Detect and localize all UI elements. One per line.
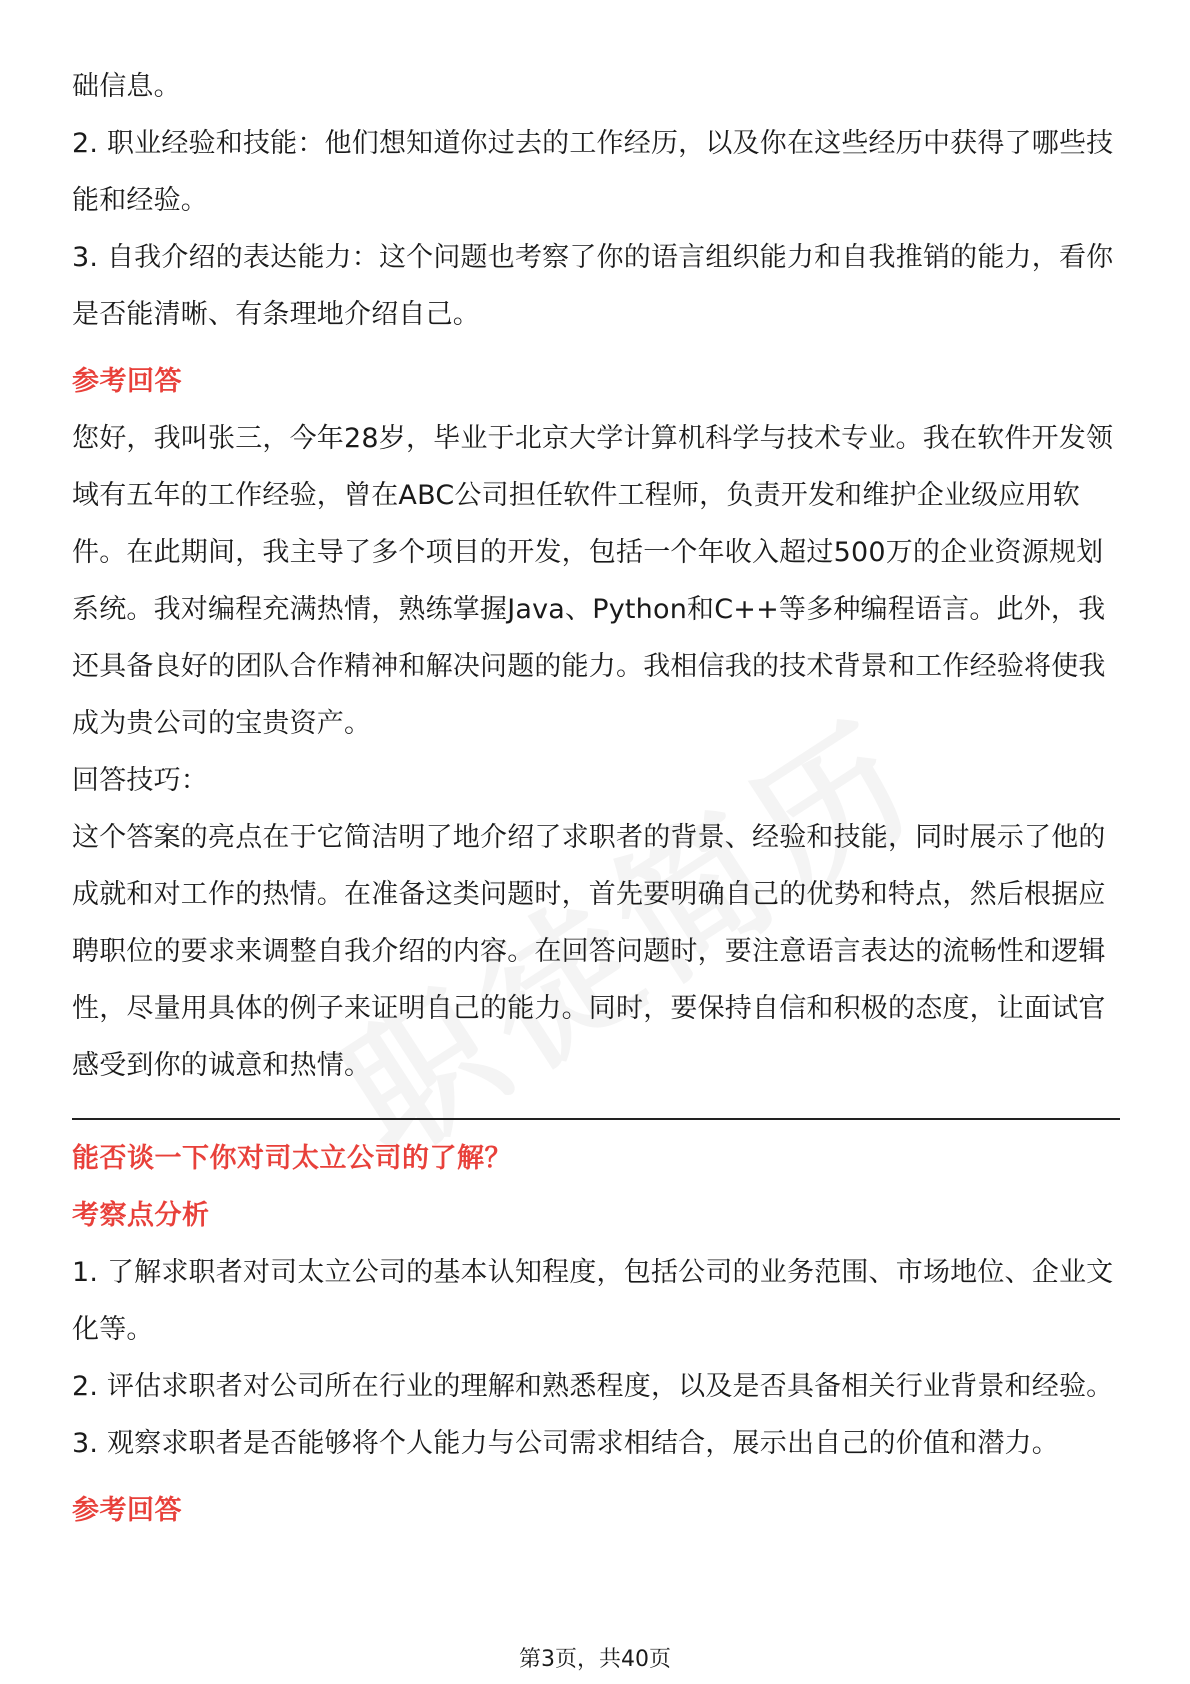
section-heading-analysis: 考察点分析 [72,1200,210,1231]
page-number: 第3页，共40页 [519,1647,671,1672]
list-item-3: 3. 自我介绍的表达能力：这个问题也考察了你的语言组织能力和自我推销的能力，看你是否能清晰、有条理地介绍自己。 [72,242,1114,330]
analysis-item-2: 2. 评估求职者对公司所在行业的理解和熟悉程度，以及是否具备相关行业背景和经验。 [72,1371,1114,1402]
tips-paragraph: 这个答案的亮点在于它简洁明了地介绍了求职者的背景、经验和技能，同时展示了他的成就和对工作的热情。在准备这类问题时，首先要明确自己的优势和特点，然后根据应聘职位的要求来调整自我介绍的内容。在回答问题时，要注意语言表达的流畅性和逻辑性，尽量用具体的例子来证明自己的能力。同时，要保持自信和积极的态度，让面试官感受到你的诚意和热情。 [72,822,1106,1081]
section-heading-reference-answer: 参考回答 [72,366,182,397]
paragraph-continuation: 础信息。 [72,71,181,102]
tips-label: 回答技巧： [72,765,208,796]
document-body [72,58,1120,1539]
section-heading-reference-answer-2: 参考回答 [72,1495,182,1526]
question-title: 能否谈一下你对司太立公司的了解？ [72,1143,512,1174]
list-item-2: 2. 职业经验和技能：他们想知道你过去的工作经历，以及你在这些经历中获得了哪些技能和经验。 [72,128,1114,216]
analysis-item-1: 1. 了解求职者对司太立公司的基本认知程度，包括公司的业务范围、市场地位、企业文化等。 [72,1257,1114,1345]
analysis-item-3: 3. 观察求职者是否能够将个人能力与公司需求相结合，展示出自己的价值和潜力。 [72,1428,1059,1459]
section-divider [72,1118,1120,1120]
answer-paragraph: 您好，我叫张三，今年28岁，毕业于北京大学计算机科学与技术专业。我在软件开发领域有五年的工作经验，曾在ABC公司担任软件工程师，负责开发和维护企业级应用软件。在此期间，我主导了多个项目的开发，包括一个年收入超过500万的企业资源规划系统。我对编程充满热情，熟练掌握Java、Python和C++等多种编程语言。此外，我还具备良好的团队合作精神和解决问题的能力。我相信我的技术背景和工作经验将使我成为贵公司的宝贵资产。 [72,423,1114,739]
